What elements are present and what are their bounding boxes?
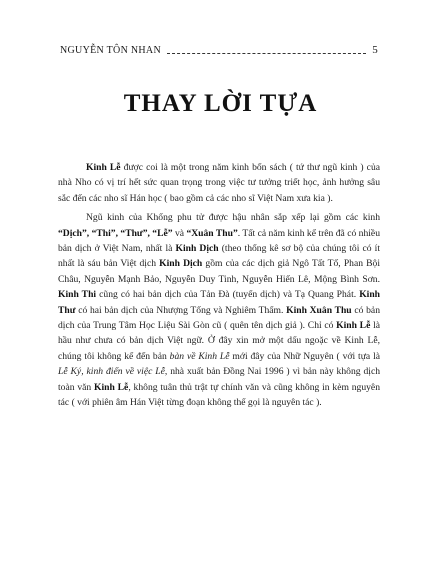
bold-text: Kinh Lễ	[86, 162, 121, 173]
running-header	[60, 42, 378, 56]
bold-text: Kinh Dịch	[159, 258, 203, 270]
bold-text: Kinh Dịch	[175, 243, 219, 255]
body-text	[58, 160, 380, 415]
paragraph-1	[58, 160, 380, 206]
page-title: THAY LỜI TỰA	[123, 90, 318, 117]
text-run: Ngũ kinh của Khổng phu tử được hậu nhân sắp xếp lại gồm các kinh	[86, 212, 380, 224]
bold-text: Kinh Thi	[58, 289, 97, 301]
text-run: có hai bản dịch của Nhượng Tống và Nghiêm Thẩm.	[75, 304, 287, 316]
page-number: 5	[372, 44, 378, 56]
bold-text: Kinh Lễ	[94, 381, 129, 393]
text-run: gồm của các dịch giả Ngô Tất Tố, Phan Bội Châu, Nguyễn Mạnh Bảo, Nguyễn Duy Tinh, Nguyễn Hiến Lê, Mộng Bình Sơn.	[58, 258, 380, 285]
text-run: (theo thống kê sơ bộ của chúng tôi có ít nhất là sáu bản Việt dịch	[58, 243, 380, 270]
text-run: , không tuân thủ trật tự chính văn và cũng không in kèm nguyên tác ( với phiên âm Hán Việt từng đoạn không thể gọi là nguyên tác ).	[58, 381, 380, 409]
text-run: là hầu như chưa có bản dịch Việt ngữ. Ở đây xin mở một dấu ngoặc về Kinh Lễ, chúng tôi không kể đến bản	[58, 320, 380, 362]
bold-text: Kinh Thư	[58, 289, 380, 316]
italic-text: bàn về Kinh Lễ	[169, 350, 230, 362]
text-run: . Tất cả năm kinh kể trên đã có nhiều bản dịch ở Việt Nam, nhất là	[58, 227, 380, 255]
paragraph-2	[58, 210, 380, 410]
header-rule	[167, 53, 366, 54]
italic-text: Lễ Ký, kinh điển về việc Lễ	[58, 366, 165, 378]
bold-text: “Xuân Thu”	[186, 227, 238, 239]
text-run: được coi là một trong năm kinh bốn sách ( tứ thư ngũ kinh ) của nhà Nho có vị trí hết sức quan trọng trong việc tư tưởng triết học, ảnh hưởng sâu sắc đến các nho sĩ Hán học ( bao gồm cả các nho sĩ Việt Nam xưa kia ).	[58, 162, 380, 204]
text-run: có bản dịch của Trung Tâm Học Liệu Sài Gòn cũ ( quên tên dịch giả ). Chỉ có	[58, 304, 380, 332]
text-run: cũng có hai bản dịch của Tản Đà (tuyển dịch) và Tạ Quang Phát.	[96, 289, 360, 301]
text-run: mới đây của Nhữ Nguyên ( với tựa là	[229, 350, 380, 362]
text-run: và	[172, 227, 187, 239]
text-run: , nhà xuất bản Đồng Nai 1996 ) vì bản này không dịch toàn văn	[58, 366, 380, 393]
bold-text: Kinh Lễ	[336, 320, 371, 332]
bold-text: Kinh Xuân Thu	[286, 304, 352, 316]
bold-text: “Dịch”, “Thi”, “Thư”, “Lễ”	[58, 227, 173, 239]
header-author: NGUYỄN TÔN NHAN	[60, 45, 161, 56]
